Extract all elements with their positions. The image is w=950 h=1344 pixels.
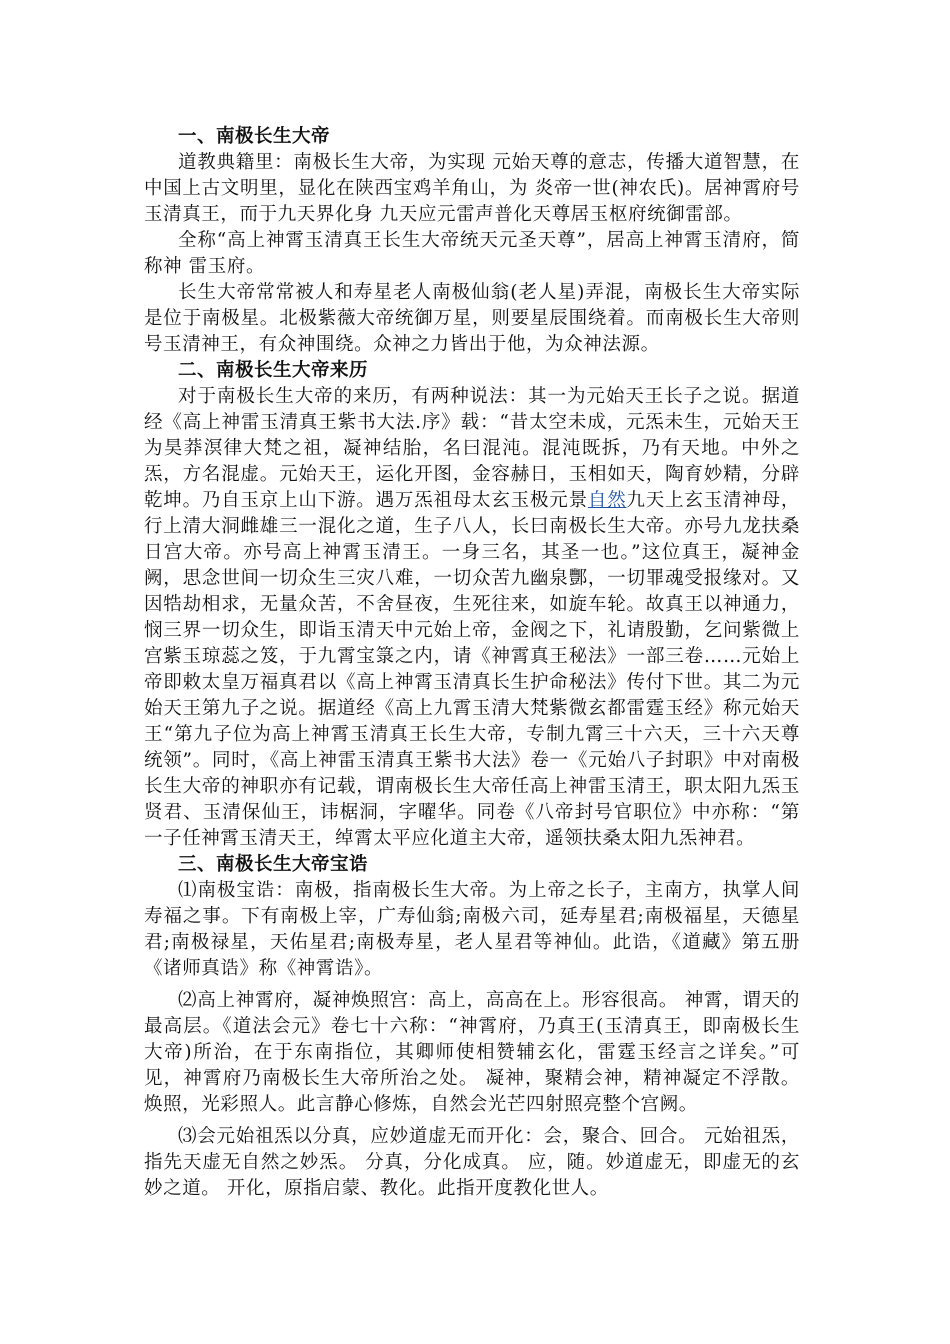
paragraph: ⑶会元始祖炁以分真，应妙道虚无而开化：会，聚合、回合。 元始祖炁，指先天虚无自然之妙炁。 分真，分化成真。 应，随。妙道虚无，即虚无的玄妙之道。 开化，原指启蒙、教化。此指开度教化世人。	[144, 1126, 800, 1199]
paragraph-text-before-link: 对于南极长生大帝的来历，有两种说法：其一为元始天王长子之说。据道经《高上神雷玉清真王紫书大法.序》载：“昔太空未成，元炁未生，元始天王为昊莽溟律大梵之祖，凝神结胎，名曰混沌。混沌既拆，乃有天地。中外之炁，方名混虚。元始天王，运化开图，金容赫日，玉相如天，陶育妙精，分辟乾坤。乃自玉京上山下游。遇万炁祖母太玄玉极元景	[144, 386, 800, 511]
section-heading-1: 一、南极长生大帝	[178, 126, 331, 147]
ziran-link[interactable]: 自然	[587, 490, 627, 511]
paragraph: 道教典籍里：南极长生大帝，为实现 元始天尊的意志，传播大道智慧，在中国上古文明里，显化在陕西宝鸡羊角山，为 炎帝一世(神农氏)。居神霄府号玉清真王，而于九天界化身 九天应元雷声普化天尊居玉枢府统御雷部。	[144, 152, 800, 225]
section-heading-2: 二、南极长生大帝来历	[178, 360, 369, 381]
paragraph-text-after-link: 九天上玄玉清神母，行上清大洞雌雄三一混化之道，生子八人，长曰南极长生大帝。亦号九龙扶桑日宫大帝。亦号高上神霄玉清王。一身三名，其圣一也。”这位真王，凝神金阙，思念世间一切众生三灾八难，一切众苦九幽泉酆，一切罪魂受报缘对。又因牿劫相求，无量众苦，不舍昼夜，生死往来，如旋车轮。故真王以神通力，悯三界一切众生，即诣玉清天中元始上帝，金阀之下，礼请殷勤，乞问紫微上宫紫玉琼蕊之笈，于九霄宝箓之内，请《神霄真王秘法》一部三卷……元始上帝即敕太皇万福真君以《高上神霄玉清真长生护命秘法》传付下世。其二为元始天王第九子之说。据道经《高上九霄玉清大梵紫微玄都雷霆玉经》称元始天王“第九子位为高上神霄玉清真王长生大帝，专制九霄三十六天，三十六天尊统领”。同时，《高上神雷玉清真王紫书大法》卷一《元始八子封职》中对南极长生大帝的神职亦有记载，谓南极长生大帝任高上神雷玉清王，职太阳九炁玉贤君、玉清保仙王，讳椐洞，字曜华。同卷《八帝封号官职位》中亦称：“第一子任神霄玉清天王，绰霄太平应化道主大帝，遥领扶桑太阳九炁神君。	[144, 490, 800, 849]
paragraph-with-link	[144, 384, 800, 852]
section-heading-3: 三、南极长生大帝宝诰	[178, 854, 369, 875]
paragraph: 全称“高上神霄玉清真王长生大帝统天元圣天尊”，居高上神霄玉清府，简称神 雷玉府。	[144, 230, 800, 277]
paragraph: ⑴南极宝诰：南极，指南极长生大帝。为上帝之长子，主南方，执掌人间寿福之事。下有南极上宰，广寿仙翁;南极六司，延寿星君;南极福星，天德星君;南极禄星，天佑星君;南极寿星，老人星君等神仙。此诰，《道藏》第五册《诸师真诰》称《神霄诰》。	[144, 880, 800, 979]
paragraph: 长生大帝常常被人和寿星老人南极仙翁(老人星)弄混，南极长生大帝实际是位于南极星。北极紫薇大帝统御万星，则要星辰围绕着。而南极长生大帝则号玉清神王，有众神围绕。众神之力皆出于他，为众神法源。	[144, 282, 800, 355]
paragraph: ⑵高上神霄府，凝神焕照宫：高上，高高在上。形容很高。 神霄，谓天的最高层。《道法会元》卷七十六称：“神霄府，乃真王(玉清真王，即南极长生大帝)所治，在于东南指位，其卿师使相赞辅玄化，雷霆玉经言之详矣。”可见，神霄府乃南极长生大帝所治之处。 凝神，聚精会神，精神凝定不浮散。 焕照，光彩照人。此言静心修炼，自然会光芒四射照亮整个宫阙。	[144, 990, 800, 1115]
